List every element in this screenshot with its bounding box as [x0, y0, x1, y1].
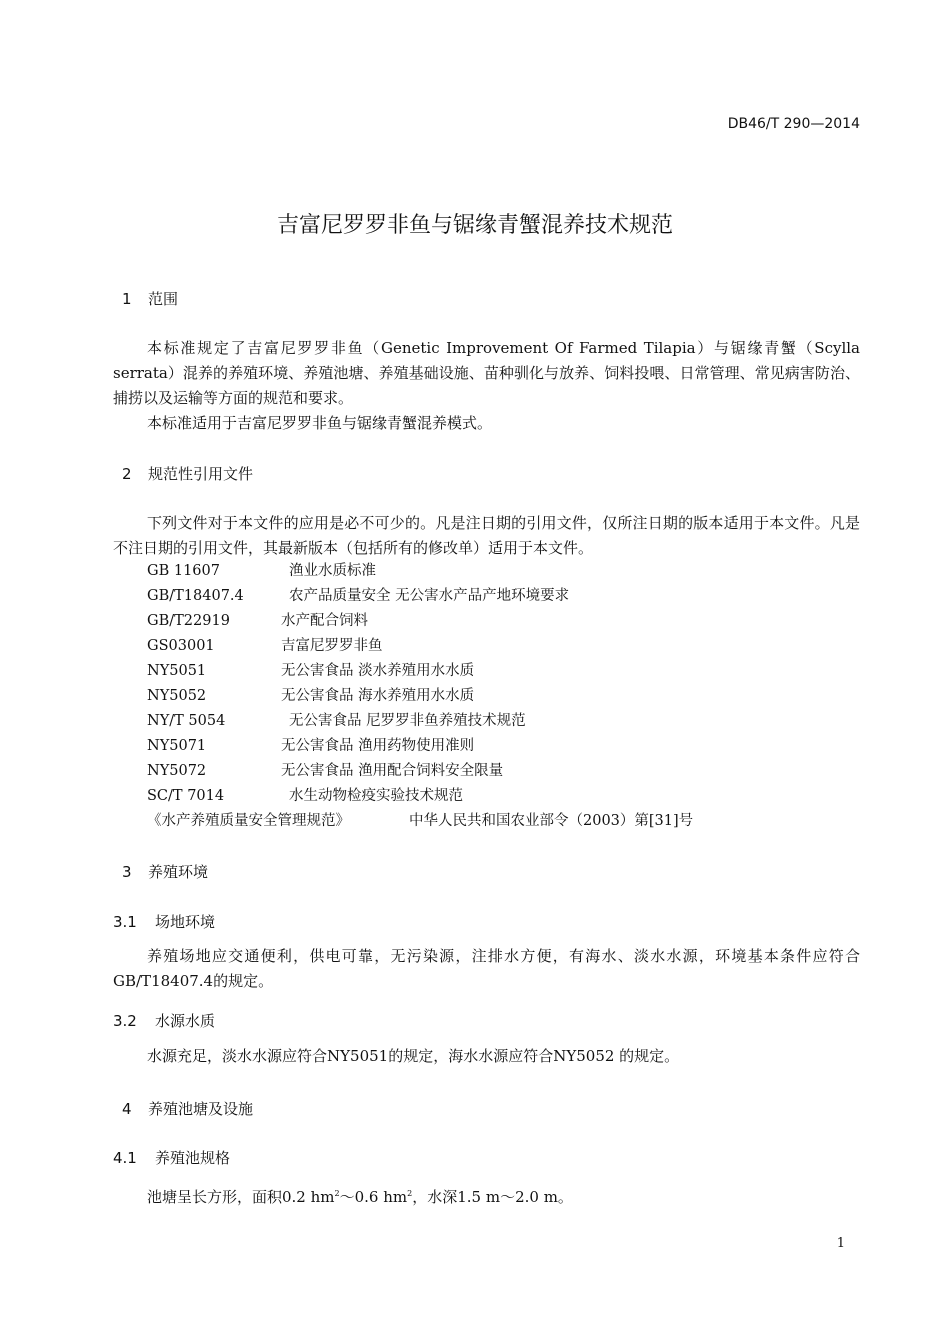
section-2-paragraph-1: 下列文件对于本文件的应用是必不可少的。凡是注日期的引用文件，仅所注日期的版本适用于本文件。凡是不注日期的引用文件，其最新版本（包括所有的修改单）适用于本文件。 [113, 514, 860, 557]
section-3-1-heading [113, 911, 215, 932]
section-1-paragraph-2: 本标准适用于吉富尼罗罗非鱼与锯缘青蟹混养模式。 [147, 414, 493, 432]
text-run: ，水深1.5 m～2.0 m。 [412, 1188, 573, 1206]
reference-title: 无公害食品 尼罗罗非鱼养殖技术规范 [289, 713, 526, 729]
section-4-heading [0, 1098, 253, 1119]
section-3-1-paragraph: 养殖场地应交通便利，供电可靠，无污染源，注排水方便，有海水、淡水水源，环境基本条件应符合GB/T18407.4的规定。 [113, 947, 860, 990]
section-title: 水源水质 [155, 1012, 216, 1030]
reference-code: GS03001 [147, 638, 215, 654]
section-4-1-heading [113, 1147, 230, 1168]
reference-code: NY5072 [147, 763, 207, 779]
section-number: 1 [122, 290, 132, 308]
reference-title: 无公害食品 淡水养殖用水水质 [281, 663, 475, 679]
reference-title: 无公害食品 渔用配合饲料安全限量 [281, 763, 504, 779]
reference-code: NY/T 5054 [147, 713, 226, 729]
section-title: 范围 [148, 290, 179, 308]
reference-title: 渔业水质标准 [289, 563, 376, 579]
section-number: 3.1 [113, 913, 137, 931]
section-title: 规范性引用文件 [148, 465, 254, 483]
reference-item [147, 584, 570, 609]
section-title: 养殖池塘及设施 [148, 1100, 254, 1118]
reference-code: GB/T22919 [147, 613, 230, 629]
reference-item [147, 734, 475, 759]
reference-code: NY5071 [147, 738, 207, 754]
section-3-2-heading [113, 1010, 215, 1031]
reference-code: GB/T18407.4 [147, 588, 244, 604]
reference-code: GB 11607 [147, 563, 220, 579]
reference-item [147, 609, 368, 634]
reference-item [147, 784, 463, 809]
section-title: 场地环境 [155, 913, 216, 931]
section-1-heading [0, 288, 178, 309]
section-title: 养殖池规格 [155, 1149, 231, 1167]
reference-item [147, 809, 694, 834]
text-run: ～0.6 hm [339, 1188, 408, 1206]
reference-item [147, 709, 526, 734]
reference-code: SC/T 7014 [147, 788, 225, 804]
reference-item [147, 684, 475, 709]
reference-title: 水产配合饲料 [281, 613, 368, 629]
reference-title: 无公害食品 渔用药物使用准则 [281, 738, 475, 754]
reference-title: 农产品质量安全 无公害水产品产地环境要求 [289, 588, 570, 604]
section-number: 3 [122, 863, 132, 881]
reference-item [147, 759, 504, 784]
reference-item [147, 659, 475, 684]
section-2-heading [0, 463, 253, 484]
section-1-paragraph-1: 本标准规定了吉富尼罗罗非鱼（Genetic Improvement Of Farmed Tilapia）与锯缘青蟹（Scylla serrata）混养的养殖环境、养殖池塘、养殖基础设施、苗种驯化与放养、饲料投喂、日常管理、常见病害防治、捕捞以及运输等方面的规范和要求。 [113, 339, 860, 407]
section-4-1-paragraph [113, 1181, 860, 1210]
reference-title: 中华人民共和国农业部令（2003）第[31]号 [409, 813, 694, 829]
section-title: 养殖环境 [148, 863, 209, 881]
reference-item [147, 634, 383, 659]
section-3-2-paragraph: 水源充足，淡水水源应符合NY5051的规定，海水水源应符合NY5052 的规定。 [147, 1047, 680, 1065]
reference-title: 无公害食品 海水养殖用水水质 [281, 688, 475, 704]
section-number: 4 [122, 1100, 132, 1118]
section-number: 4.1 [113, 1149, 137, 1167]
reference-item [147, 559, 376, 584]
page-number: 1 [836, 1236, 845, 1251]
reference-code: 《水产养殖质量安全管理规范》 [147, 813, 350, 829]
text-run: 池塘呈长方形，面积0.2 hm [147, 1188, 335, 1206]
superscript: 2 [334, 1189, 340, 1198]
reference-code: NY5051 [147, 663, 207, 679]
reference-code: NY5052 [147, 688, 207, 704]
document-title: 吉富尼罗罗非鱼与锯缘青蟹混养技术规范 [276, 213, 673, 238]
section-number: 2 [122, 465, 132, 483]
reference-title: 吉富尼罗罗非鱼 [281, 638, 383, 654]
document-code: DB46/T 290—2014 [727, 116, 860, 132]
reference-title: 水生动物检疫实验技术规范 [289, 788, 463, 804]
section-3-heading [0, 861, 208, 882]
section-number: 3.2 [113, 1012, 137, 1030]
superscript: 2 [407, 1189, 413, 1198]
